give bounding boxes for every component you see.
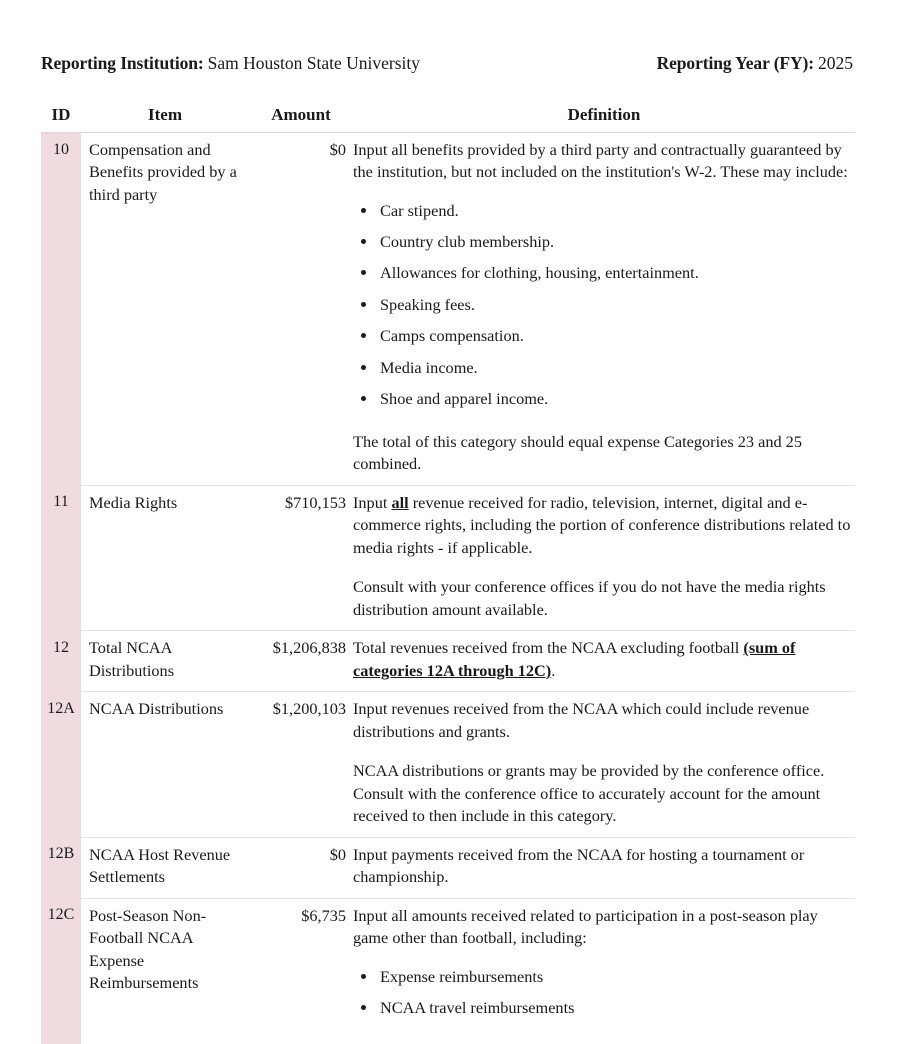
reporting-institution [41, 53, 420, 74]
table-row [41, 898, 855, 1043]
list-item: • Allowances for clothing, housing, entertainment. [378, 262, 853, 284]
table-row [41, 692, 855, 837]
list-item: • Expense reimbursements [378, 966, 853, 988]
definition-paragraph [353, 492, 853, 559]
definition-paragraph: Consult with your conference offices if you do not have the media rights distribution amount available. [353, 577, 826, 619]
reporting-year [657, 53, 853, 74]
definition-paragraph: Input all amounts received related to participation in a post-season play game other than football, including: [353, 905, 818, 948]
definition-text-post: revenue received for radio, television, internet, digital and e-commerce rights, including the portion of conference distributions related to media rights - if applicable. [353, 492, 851, 557]
list-item: • Speaking fees. [378, 294, 853, 316]
row-definition [353, 898, 855, 1043]
row-amount: $1,200,103 [249, 692, 353, 837]
definition-emphasis: (sum of categories 12A through 12C) [353, 638, 796, 680]
row-id: 12C [41, 898, 81, 1043]
row-definition [353, 692, 855, 837]
row-id: 11 [41, 485, 81, 630]
table-row [41, 631, 855, 692]
definition-paragraph: The total of this category should equal expense Categories 23 and 25 combined. [353, 431, 802, 474]
table-row [41, 132, 855, 485]
definition-paragraph [353, 637, 853, 682]
row-id: 10 [41, 132, 81, 485]
list-item: • Shoe and apparel income. [378, 388, 853, 410]
list-item: • Car stipend. [378, 200, 853, 222]
definition-text-post: . [551, 660, 556, 680]
list-item: • Camps compensation. [378, 325, 853, 347]
definition-bullet-list [353, 966, 853, 1020]
row-item: NCAA Host Revenue Settlements [81, 837, 249, 898]
definition-text-pre: Input [353, 492, 392, 512]
list-item: • Media income. [378, 357, 853, 379]
reporting-institution-value: Sam Houston State University [207, 53, 421, 73]
row-definition [353, 485, 855, 630]
table-row [41, 485, 855, 630]
table-header-row [41, 105, 855, 132]
row-id: 12B [41, 837, 81, 898]
report-header [41, 53, 853, 74]
row-amount: $0 [249, 837, 353, 898]
table-row [41, 837, 855, 898]
row-definition [353, 837, 855, 898]
row-amount: $0 [249, 132, 353, 485]
row-item: Total NCAA Distributions [81, 631, 249, 692]
row-item: NCAA Distributions [81, 692, 249, 837]
definition-paragraph: Input revenues received from the NCAA which could include revenue distributions and grants. [353, 699, 810, 741]
definition-paragraph: Input payments received from the NCAA for hosting a tournament or championship. [353, 844, 805, 887]
row-id: 12A [41, 692, 81, 837]
row-amount: $1,206,838 [249, 631, 353, 692]
row-item: Compensation and Benefits provided by a third party [81, 132, 249, 485]
row-item: Media Rights [81, 485, 249, 630]
reporting-institution-label: Reporting Institution: [41, 53, 204, 73]
definition-text-pre: Total revenues received from the NCAA excluding football [353, 638, 744, 658]
reporting-year-value: 2025 [818, 53, 853, 73]
row-definition [353, 132, 855, 485]
reporting-year-label: Reporting Year (FY): [656, 53, 814, 73]
revenue-categories-table [41, 105, 855, 1044]
row-definition [353, 631, 855, 692]
column-header-definition: Definition [353, 105, 855, 132]
definition-paragraph: NCAA distributions or grants may be provided by the conference office. Consult with the conference office to accurately account for the amount received to then include in this category. [353, 761, 825, 826]
definition-bullet-list [353, 200, 853, 411]
definition-paragraph: Input all benefits provided by a third party and contractually guaranteed by the institution, but not included on the institution's W-2. These may include: [353, 139, 848, 182]
list-item: • Country club membership. [378, 231, 853, 253]
row-item: Post-Season Non-Football NCAA Expense Reimbursements [89, 905, 207, 993]
column-header-id: ID [41, 105, 81, 132]
list-item: • NCAA travel reimbursements [378, 997, 853, 1019]
row-amount: $6,735 [301, 905, 346, 925]
column-header-amount: Amount [249, 105, 353, 132]
row-id: 12 [41, 631, 81, 692]
row-amount: $710,153 [249, 485, 353, 630]
column-header-item: Item [81, 105, 249, 132]
definition-emphasis: all [391, 492, 409, 512]
